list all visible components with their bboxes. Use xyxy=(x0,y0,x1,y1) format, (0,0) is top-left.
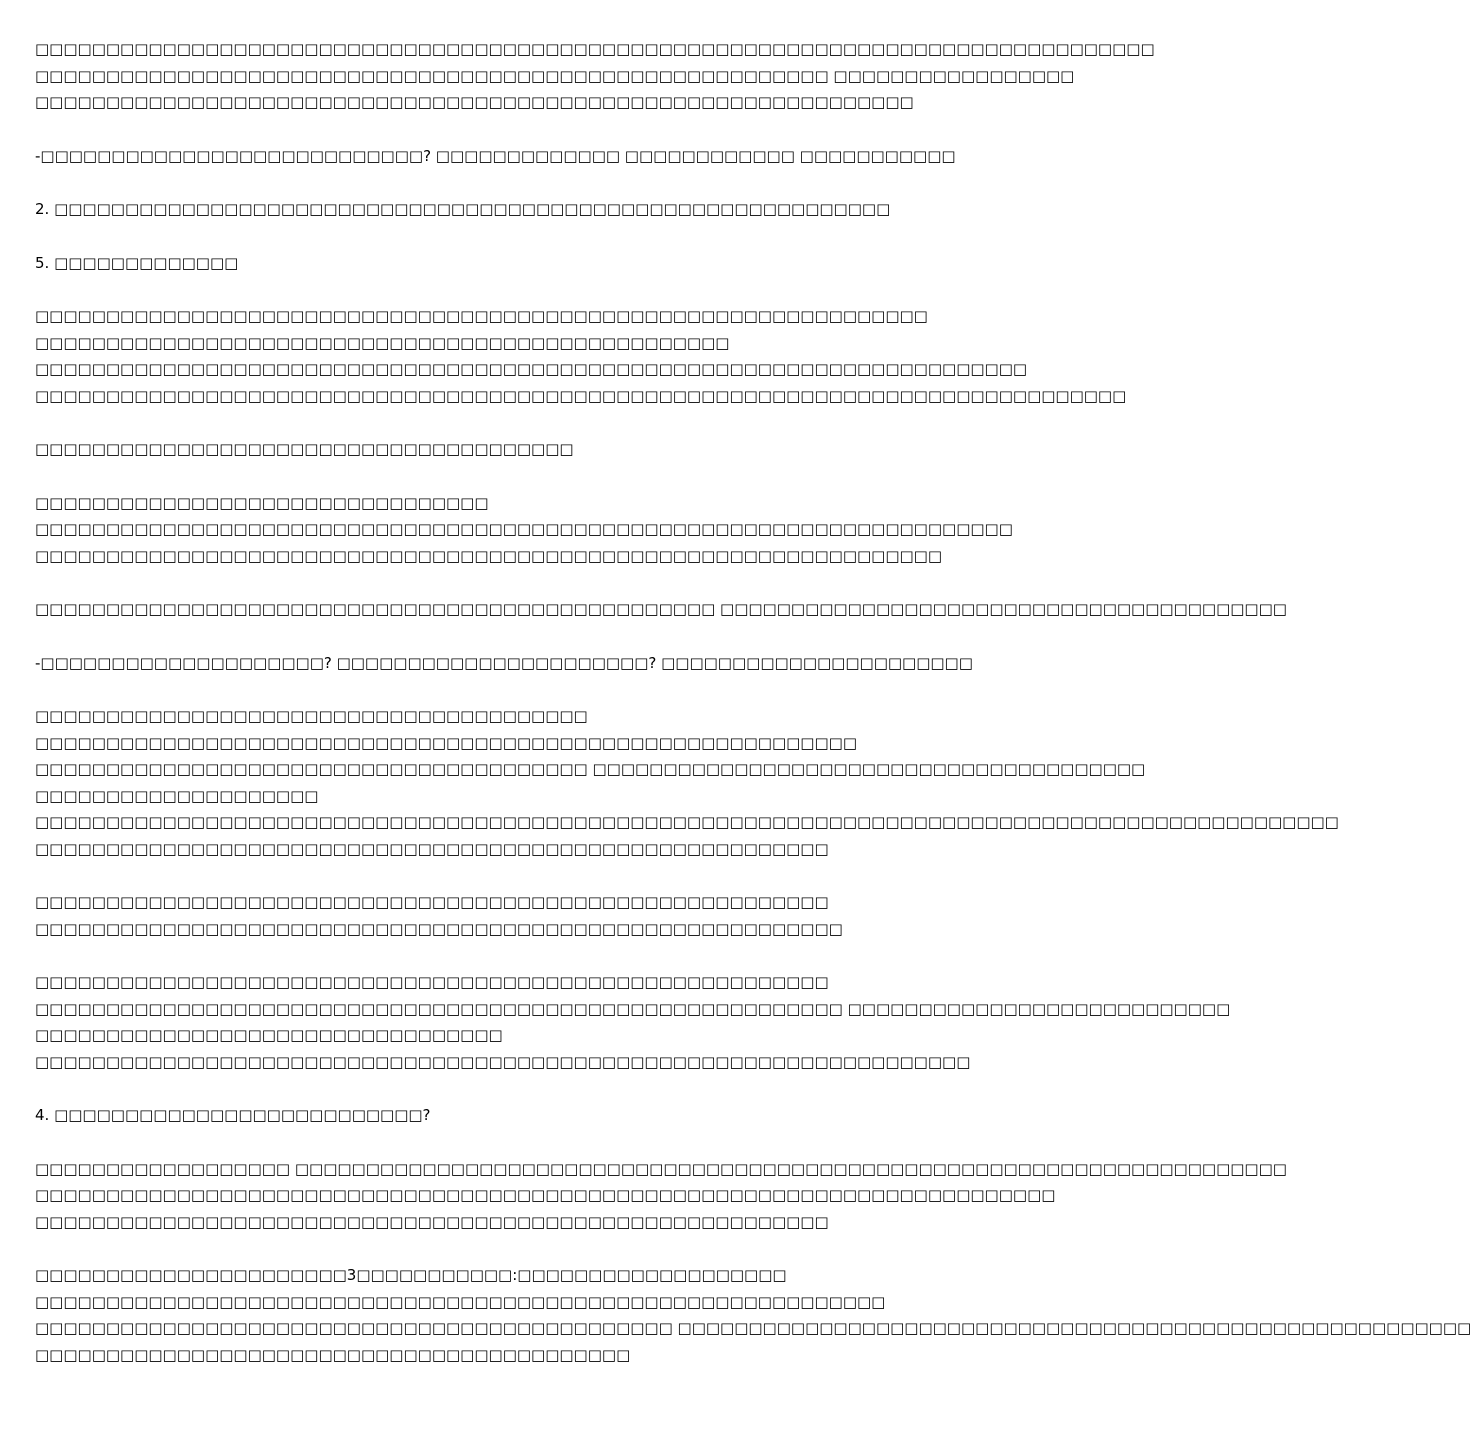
paragraph xyxy=(35,969,1231,1075)
text-line: □□□□□□□□□□□□□□□□□□□□□□□□□□□□□□□□□□□□□□□□□□□□□□□□□□□□□□□□□□□□□□□□□□ xyxy=(35,1052,971,1071)
paragraph xyxy=(35,596,1287,623)
text-line: □□□□□□□□□□□□□□□□□□□□□□□□□□□□□□□□□□□□□□□□□□□□□□□□□□□□□□□□□ □□□□□□□□□□□□□□□□□□□□□□□□□□□ xyxy=(35,999,1231,1018)
paragraph xyxy=(35,889,1007,942)
text-line: □□□□□□□□□□□□□□□□□□□□□□□□□□□□□□□□□□□□□□□□□□□□□□□□□□□□□□□□□□□□□□□□ xyxy=(35,546,943,565)
text-line: □□□□□□□□□□□□□□□□□□□□□□□□□□□□□□□□□□□□□□□ xyxy=(35,707,588,725)
text-line: □□□□□□□□□□□□□□□□□□□□□□□□□□□□□□□□□□□□□□ xyxy=(35,440,574,458)
text-line: □□□□□□□□□□□□□□□□□□□□□□□□□□□□□□□□□□□□□□□□□□□□□□□□□□□□□□□□□□□□□□□□□□□□□□□□ xyxy=(35,1186,1056,1204)
numbered-heading: 5. □□□□□□□□□□□□□ xyxy=(35,253,239,272)
text-line: □□□□□□□□□□□□□□□□□□□□□□□□□□□□□□□□□□□□□□□□□□□□□□□□□□□□□□□□□□□□ xyxy=(35,1292,886,1311)
numbered-heading: 2. □□□□□□□□□□□□□□□□□□□□□□□□□□□□□□□□□□□□□□□□□□□□□□□□□□□□□□□□□□□ xyxy=(35,200,891,218)
text-line: □□□□□□□□□□□□□□□□□□□□□□□□□□□□□□□□□□□□□□□□□□□□□□□□□□□□□□□□ xyxy=(35,973,829,991)
text-line: □□□□□□□□□□□□□□□□□□□□□□□□□□□□□□□□□□□□□□□□□□□□□□□□□□□□□□□□□□ xyxy=(35,733,857,752)
paragraph xyxy=(35,703,1339,862)
paragraph xyxy=(35,36,1155,116)
paragraph xyxy=(35,1102,1007,1129)
text-line: □□□□□□□□□□□□□□□□□□□□□□□□□□□□□□□□□ xyxy=(35,1026,503,1044)
text-line: □□□□□□□□□□□□□□□□□□□□□□□□□□□□□□□□□□□□□□□ □□□□□□□□□□□□□□□□□□□□□□□□□□□□□□□□□□□□□□□ xyxy=(35,760,1146,778)
paragraph xyxy=(35,196,1007,223)
text-line: □□□□□□□□□□□□□□□□□□□□□□□□□□□□□□□□□□□□□□□□□□□□□□□□□□□□□□□□□□□□□□ xyxy=(35,93,914,111)
text-line: □□□□□□□□□□□□□□□□□□□□□□□□□□□□□□□□□□□□□□□□□□□□□□□□□□□□□□□□ xyxy=(35,1212,829,1231)
paragraph xyxy=(35,303,1127,409)
paragraph xyxy=(35,490,1013,570)
paragraph xyxy=(35,650,1007,677)
text-line: □□□□□□□□□□□□□□□□□□□□ xyxy=(35,786,319,805)
text-line: □□□□□□□□□□□□□□□□□□□□□□□□□□□□□□□□□□□□□□□□□□□□□□□□ □□□□□□□□□□□□□□□□□□□□□□□□□□□□□□□□□□□□□□□□ xyxy=(35,600,1287,618)
numbered-heading: 4. □□□□□□□□□□□□□□□□□□□□□□□□□□? xyxy=(35,1106,431,1124)
text-line: □□□□□□□□□□□□□□□□□□□□□□□□□□□□□□□□□□□□□□□□□□□□□□□□□□□□□□□□□□□□□□□ xyxy=(35,307,928,325)
text-line: □□□□□□□□□□□□□□□□□□ □□□□□□□□□□□□□□□□□□□□□□□□□□□□□□□□□□□□□□□□□□□□□□□□□□□□□□□□□□□□□□□□□□□□□□ xyxy=(35,1159,1287,1178)
text-line: □□□□□□□□□□□□□□□□□□□□□□3□□□□□□□□□□□:□□□□□□□□□□□□□□□□□□□ xyxy=(35,1266,787,1284)
paragraph xyxy=(35,1262,1471,1368)
text-line: □□□□□□□□□□□□□□□□□□□□□□□□□□□□□□□□□□□□□□□□□□□□□□□□□□□□□□□□□□□□□□□□□□□□□ xyxy=(35,520,1013,538)
text-line: □□□□□□□□□□□□□□□□□□□□□□□□□□□□□□□□□□□□□□□□□□□□□□□□□□□□□□□□□□□□□□□□□□□□□□□□□□□□□□□□□□□□□□□□□□□□ xyxy=(35,813,1339,831)
text-line: □□□□□□□□□□□□□□□□□□□□□□□□□□□□□□□□□□□□□□□□□□□□□□□□□□□□□□□□□ xyxy=(35,919,843,938)
document-body xyxy=(35,36,1471,1395)
text-line: □□□□□□□□□□□□□□□□□□□□□□□□□□□□□□□□□□□□□□□□□□ xyxy=(35,1345,631,1364)
paragraph xyxy=(35,143,1007,170)
paragraph xyxy=(35,436,1007,463)
text-line: □□□□□□□□□□□□□□□□□□□□□□□□□□□□□□□□□□□□□□□□□□□□□□□□□□□□□□□□ xyxy=(35,893,829,911)
text-line: □□□□□□□□□□□□□□□□□□□□□□□□□□□□□□□□□□□□□□□□□□□□□□□□□ xyxy=(35,333,730,352)
text-line: □□□□□□□□□□□□□□□□□□□□□□□□□□□□□□□□ xyxy=(35,493,489,512)
text-line: □□□□□□□□□□□□□□□□□□□□□□□□□□□□□□□□□□□□□□□□□□□□□□□□□□□□□□□□ □□□□□□□□□□□□□□□□□ xyxy=(35,66,1075,85)
text-line: □□□□□□□□□□□□□□□□□□□□□□□□□□□□□□□□□□□□□□□□□□□□□□□□□□□□□□□□□□□□□□□□□□□□□□□□□□□□□ xyxy=(35,386,1127,405)
text-line: □□□□□□□□□□□□□□□□□□□□□□□□□□□□□□□□□□□□□□□□□□□□□□□□□□□□□□□□□□□□□□□□□□□□□□ xyxy=(35,360,1028,378)
paragraph xyxy=(35,1156,1287,1236)
text-line: □□□□□□□□□□□□□□□□□□□□□□□□□□□□□□□□□□□□□□□□□□□□□ □□□□□□□□□□□□□□□□□□□□□□□□□□□□□□□□□□□□□□□□□□□□□□□□□□□□□□□□ xyxy=(35,1319,1471,1337)
text-line: □□□□□□□□□□□□□□□□□□□□□□□□□□□□□□□□□□□□□□□□□□□□□□□□□□□□□□□□□□□□□□□□□□□□□□□□□□□□□□□ xyxy=(35,40,1155,58)
text-line: -□□□□□□□□□□□□□□□□□□□□? □□□□□□□□□□□□□□□□□□□□□□? □□□□□□□□□□□□□□□□□□□□□□ xyxy=(35,653,973,672)
text-line: -□□□□□□□□□□□□□□□□□□□□□□□□□□□? □□□□□□□□□□□□□ □□□□□□□□□□□□ □□□□□□□□□□□ xyxy=(35,146,956,165)
paragraph xyxy=(35,250,1007,277)
text-line: □□□□□□□□□□□□□□□□□□□□□□□□□□□□□□□□□□□□□□□□□□□□□□□□□□□□□□□□ xyxy=(35,839,829,858)
